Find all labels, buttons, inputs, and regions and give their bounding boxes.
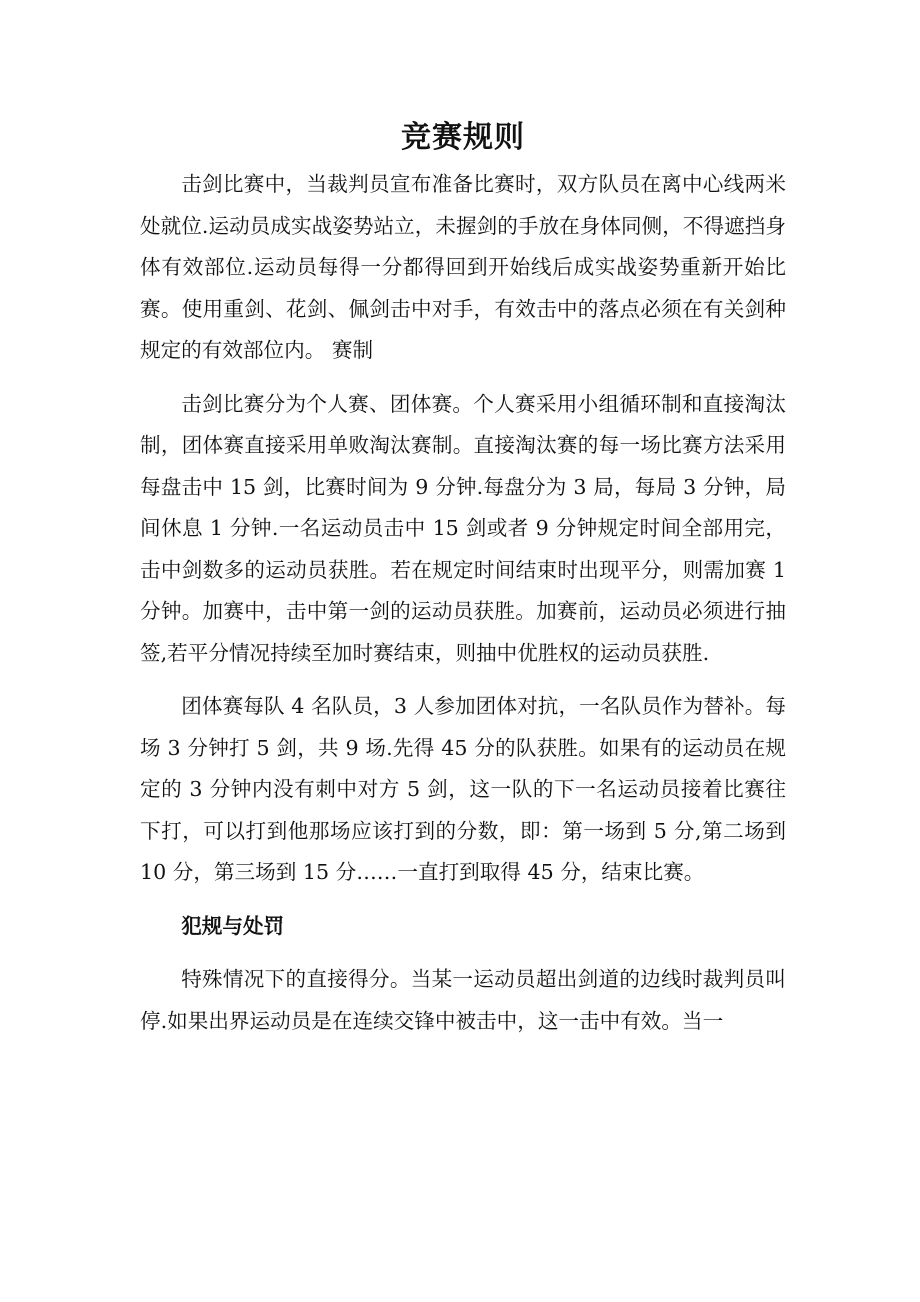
paragraph-competition-intro: 击剑比赛中，当裁判员宣布准备比赛时，双方队员在离中心线两米处就位.运动员成实战姿势站立，未握剑的手放在身体同侧，不得遮挡身体有效部位.运动员每得一分都得回到开始线后成实战姿势重新开始比赛。使用重剑、花剑、佩剑击中对手，有效击中的落点必须在有关剑种规定的有效部位内。 赛制 — [140, 172, 786, 362]
paragraph-team-rules: 团体赛每队 4 名队员，3 人参加团体对抗，一名队员作为替补。每场 3 分钟打 5 剑，共 9 场.先得 45 分的队获胜。如果有的运动员在规定的 3 分钟内没有刺中对方 5 剑，这一队的下一名运动员接着比赛往下打，可以打到他那场应该打到的分数，即：第一场到 5 分,第二场到 10 分，第三场到 15 分……一直打到取得 45 分，结束比赛。 — [140, 694, 786, 884]
paragraph-individual-rules: 击剑比赛分为个人赛、团体赛。个人赛采用小组循环制和直接淘汰制，团体赛直接采用单败淘汰赛制。直接淘汰赛的每一场比赛方法采用每盘击中 15 剑，比赛时间为 9 分钟.每盘分为 3 局，每局 3 分钟，局间休息 1 分钟.一名运动员击中 15 剑或者 9 分钟规定时间全部用完，击中剑数多的运动员获胜。若在规定时间结束时出现平分，则需加赛 1 分钟。加赛中，击中第一剑的运动员获胜。加赛前，运动员必须进行抽签,若平分情况持续至加时赛结束，则抽中优胜权的运动员获胜. — [140, 391, 786, 665]
document-title: 竞赛规则 — [401, 120, 525, 155]
section-heading-fouls: 犯规与处罚 — [181, 913, 285, 938]
paragraph-fouls: 特殊情况下的直接得分。当某一运动员超出剑道的边线时裁判员叫停.如果出界运动员是在连续交锋中被击中，这一击中有效。当一 — [140, 967, 786, 1033]
document-page — [140, 112, 786, 1054]
